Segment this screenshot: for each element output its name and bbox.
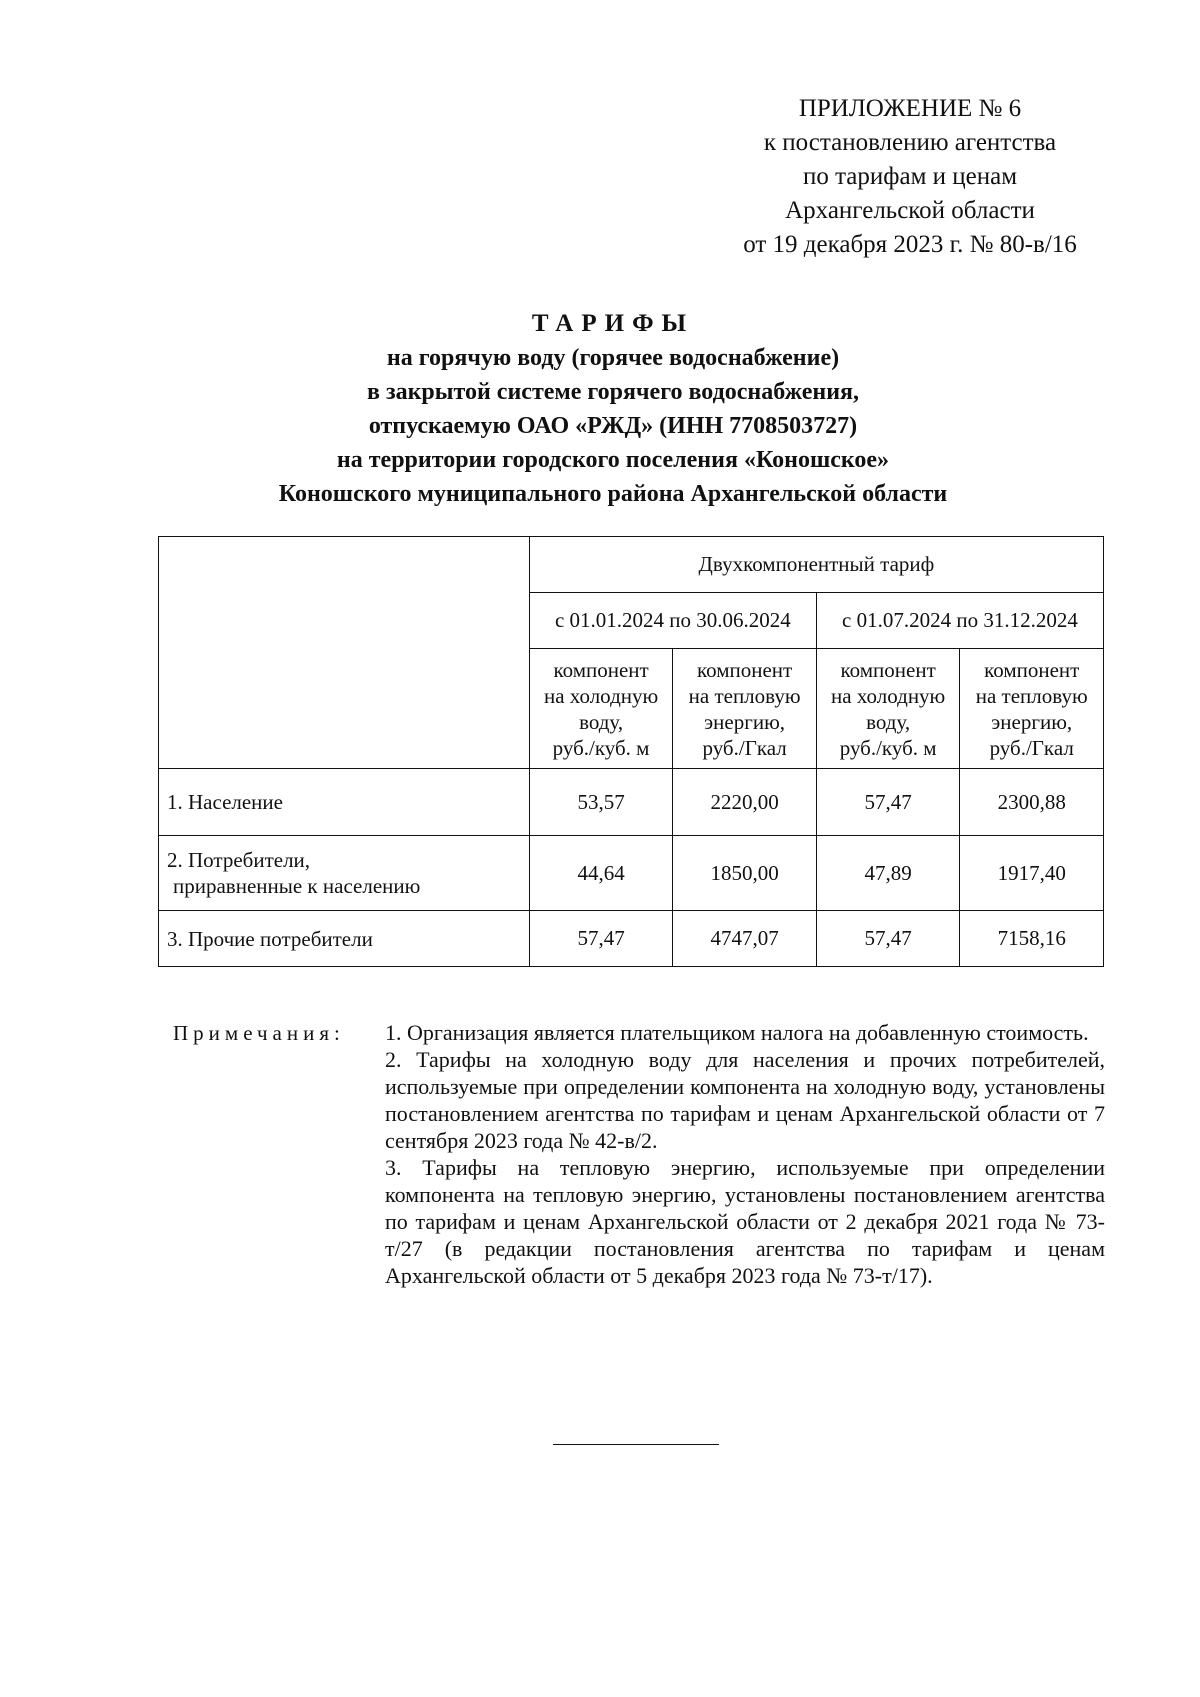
table-cell: 53,57 (529, 769, 673, 836)
table-cell: 47,89 (816, 836, 960, 911)
table-cell: 57,47 (816, 911, 960, 967)
note-item: 3. Тарифы на тепловую энергию, используемые при определении компонента на тепловую энергию, установлены постановлением агентства по тарифам и ценам Архангельской области от 2 декабря 2021 года № 73-т/27 (в редакции постановления агентства по тарифам и ценам Архангельской области от 5 декабря 2023 года № 73-т/17). (385, 1155, 1105, 1288)
appendix-header (700, 92, 1120, 262)
period-header: с 01.07.2024 по 31.12.2024 (816, 593, 1103, 649)
notes (385, 1019, 1105, 1289)
row-label: 1. Население (159, 769, 530, 836)
table-cell: 1850,00 (673, 836, 817, 911)
table-row (159, 769, 1104, 836)
appendix-line: к постановлению агентства (763, 129, 1057, 156)
notes-label: Примечания: (173, 1021, 345, 1045)
table-cell: 4747,07 (673, 911, 817, 967)
table-row (159, 911, 1104, 967)
title-line: Коношского муниципального района Архангельской области (278, 481, 948, 507)
row-label: 3. Прочие потребители (159, 911, 530, 967)
table-cell: 44,64 (529, 836, 673, 911)
end-divider (553, 1444, 719, 1445)
group-header: Двухкомпонентный тариф (529, 537, 1103, 593)
tariff-table (158, 536, 1104, 967)
note-item: 1. Организация является плательщиком налога на добавленную стоимость. (385, 1020, 1089, 1045)
appendix-line: по тарифам и ценам (802, 163, 1018, 190)
appendix-line: Архангельской области (785, 197, 1035, 224)
period-header: с 01.01.2024 по 30.06.2024 (529, 593, 816, 649)
component-header-cold: компонент на холодную воду, руб./куб. м (816, 649, 960, 769)
title-line: на горячую воду (горячее водоснабжение) (386, 345, 840, 371)
table-cell: 1917,40 (960, 836, 1104, 911)
table-cell: 57,47 (816, 769, 960, 836)
empty-header-cell (159, 537, 530, 769)
row-label: 2. Потребители, приравненные к населению (159, 836, 530, 911)
title-line: на территории городского поселения «Коношское» (336, 447, 890, 473)
table-cell: 2220,00 (673, 769, 817, 836)
title-line: отпускаемую ОАО «РЖД» (ИНН 7708503727) (368, 413, 858, 439)
table-cell: 2300,88 (960, 769, 1104, 836)
note-item: 2. Тарифы на холодную воду для населения и прочих потребителей, используемые при определении компонента на холодную воду, установлены постановлением агентства по тарифам и ценам Архангельской области от 7 сентября 2023 года № 42-в/2. (385, 1047, 1105, 1153)
table-header-row (159, 537, 1104, 593)
component-header-cold: компонент на холодную воду, руб./куб. м (529, 649, 673, 769)
title-line: в закрытой системе горячего водоснабжения, (366, 379, 860, 405)
appendix-number: ПРИЛОЖЕНИЕ № 6 (798, 95, 1022, 122)
title-main: ТАРИФЫ (531, 310, 695, 337)
appendix-date-number: от 19 декабря 2023 г. № 80-в/16 (743, 231, 1077, 258)
table-cell: 57,47 (529, 911, 673, 967)
component-header-heat: компонент на тепловую энергию, руб./Гкал (960, 649, 1104, 769)
component-header-heat: компонент на тепловую энергию, руб./Гкал (673, 649, 817, 769)
table-row (159, 836, 1104, 911)
table-cell: 7158,16 (960, 911, 1104, 967)
document-title (160, 307, 1066, 511)
